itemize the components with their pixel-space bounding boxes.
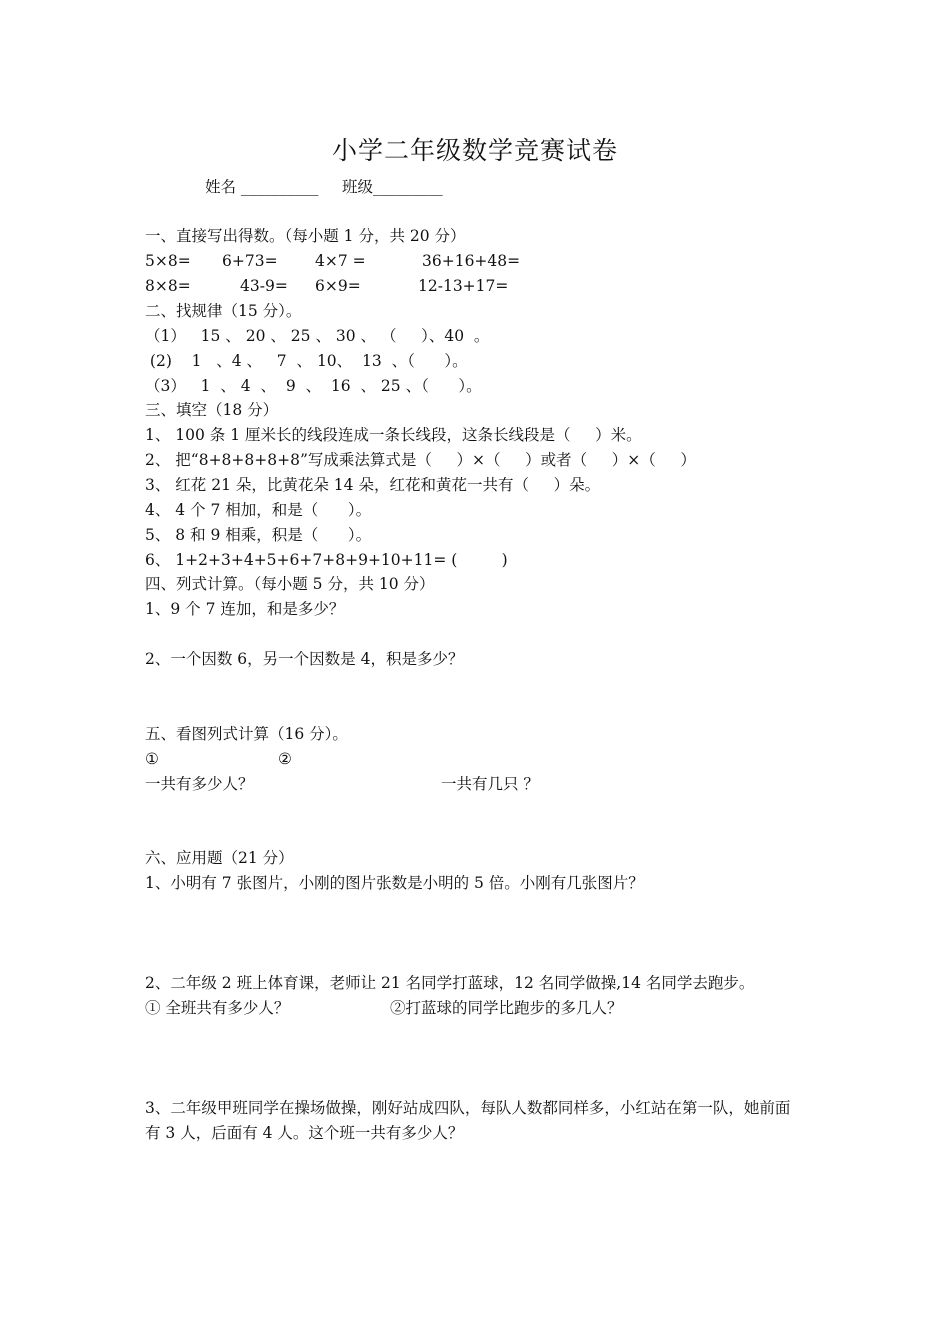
- section-4-heading: 四、列式计算。（每小题 5 分，共 10 分）: [145, 575, 435, 593]
- question: 1、小明有 7 张图片，小刚的图片张数是小明的 5 倍。小刚有几张图片？: [145, 874, 644, 892]
- sub-question: ① 全班共有多少人？: [145, 999, 290, 1017]
- calc-item: 36+16+48=: [422, 252, 521, 270]
- question: 一共有几只 ？: [441, 775, 539, 793]
- calc-item: 4×7 =: [315, 252, 366, 270]
- circled-marker-2: ②: [278, 750, 292, 768]
- question: 2、二年级 2 班上体育课，老师让 21 名同学打蓝球，12 名同学做操,14 名同学去跑步。: [145, 974, 755, 992]
- pattern-item: （3） 1 、 4 、 9 、 16 、 25 、（ ）。: [145, 377, 482, 395]
- pattern-item: (2) 1 、4 、 7 、 10、 13 、（ ）。: [145, 352, 468, 370]
- fill-item: 2、 把“8+8+8+8+8”写成乘法算式是（ ）×（ ）或者（ ）×（ ）: [145, 451, 696, 469]
- calc-item: 6×9=: [315, 277, 361, 295]
- circled-marker-1: ①: [145, 750, 159, 768]
- fill-item: 4、 4 个 7 相加，和是（ ）。: [145, 501, 372, 519]
- pattern-item: （1） 15 、 20 、 25 、 30 、 （ ）、40 。: [145, 327, 490, 345]
- question: 1、9 个 7 连加，和是多少？: [145, 600, 345, 618]
- section-2-heading: 二、找规律（15 分）。: [145, 302, 302, 320]
- question: 2、一个因数 6，另一个因数是 4，积是多少？: [145, 650, 464, 668]
- section-3-heading: 三、填空（18 分）: [145, 401, 279, 419]
- class-field-label: 班级_________: [342, 178, 443, 196]
- sub-question: ②打蓝球的同学比跑步的多几人？: [390, 999, 623, 1017]
- calc-item: 5×8=: [145, 252, 191, 270]
- fill-item: 3、 红花 21 朵，比黄花朵 14 朵，红花和黄花一共有（ ）朵。: [145, 476, 601, 494]
- question: 3、二年级甲班同学在操场做操，刚好站成四队，每队人数都同样多，小红站在第一队，她前面: [145, 1099, 791, 1117]
- fill-item: 6、 1+2+3+4+5+6+7+8+9+10+11= ( ): [145, 551, 508, 569]
- fill-item: 1、 100 条 1 厘米长的线段连成一条长线段，这条长线段是（ ）米。: [145, 426, 642, 444]
- question-continued: 有 3 人，后面有 4 人。这个班一共有多少人？: [145, 1124, 464, 1142]
- section-6-heading: 六、应用题（21 分）: [145, 849, 294, 867]
- section-5-heading: 五、看图列式计算（16 分）。: [145, 725, 348, 743]
- section-1-heading: 一、直接写出得数。（每小题 1 分，共 20 分）: [145, 227, 466, 245]
- calc-item: 6+73=: [222, 252, 278, 270]
- question: 一共有多少人？: [145, 775, 254, 793]
- calc-item: 12-13+17=: [418, 277, 509, 295]
- calc-item: 8×8=: [145, 277, 191, 295]
- name-field-label: 姓名 __________: [205, 178, 319, 196]
- fill-item: 5、 8 和 9 相乘，积是（ ）。: [145, 526, 372, 544]
- page-title: 小学二年级数学竞赛试卷: [331, 136, 618, 165]
- calc-item: 43-9=: [240, 277, 288, 295]
